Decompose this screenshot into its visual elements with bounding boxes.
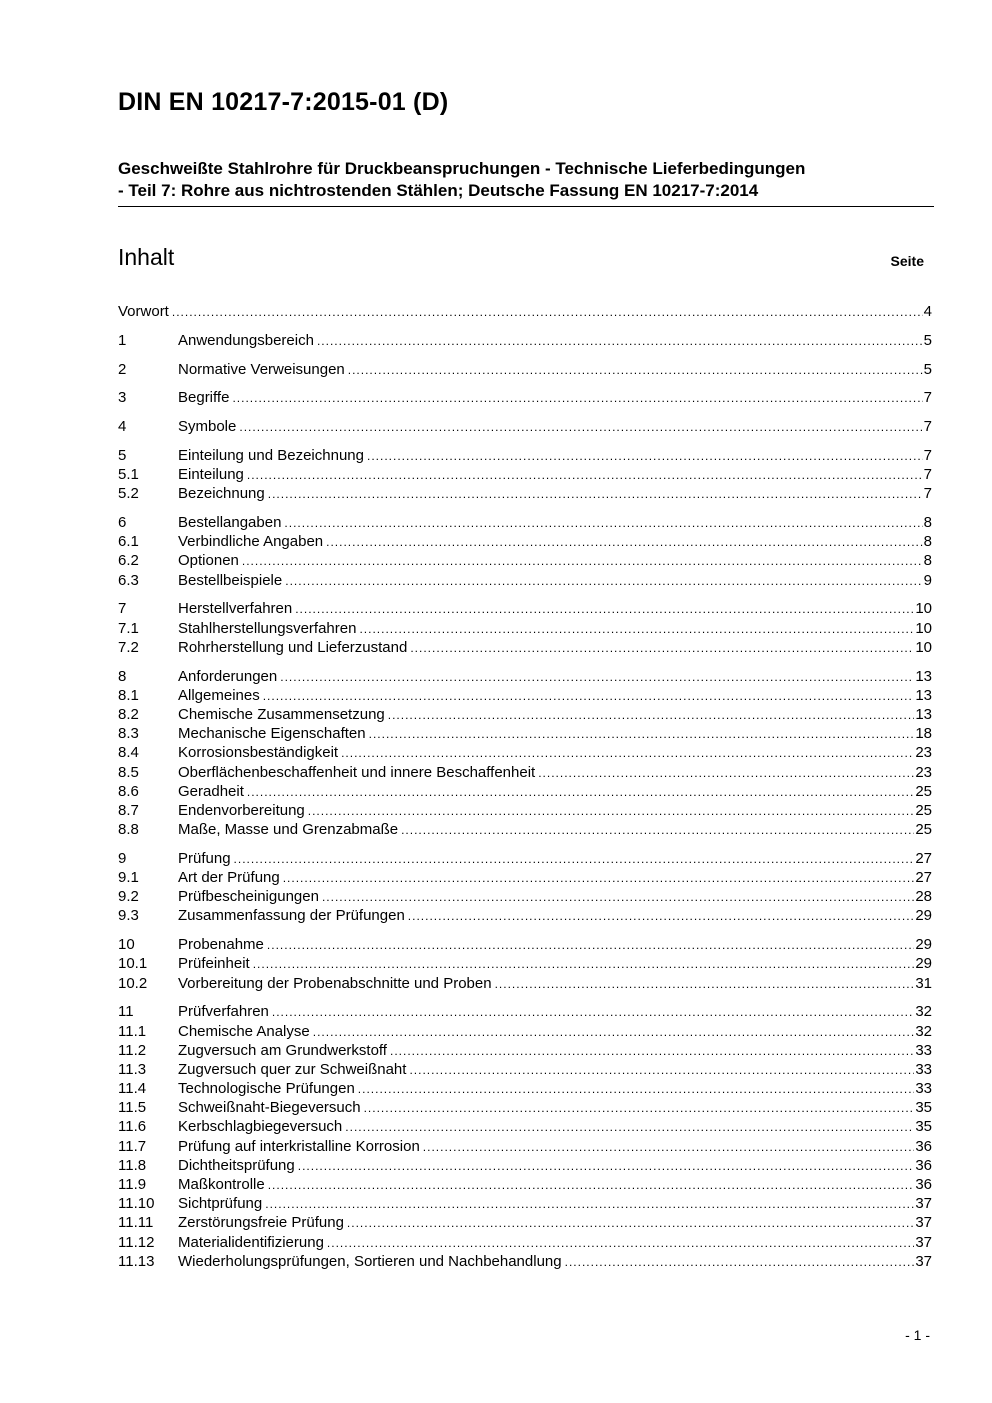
toc-entry-title: Dichtheitsprüfung [178, 1156, 295, 1174]
toc-entry[interactable] [118, 1175, 932, 1194]
toc-entry-title: Verbindliche Angaben [178, 533, 324, 551]
toc-entry-title: Zugversuch am Grundwerkstoff [178, 1041, 387, 1059]
toc-entry-title: Herstellverfahren [178, 600, 293, 618]
toc-dot-leader [313, 1023, 915, 1042]
toc-dot-leader [247, 466, 923, 485]
toc-entry-title: Anwendungsbereich [178, 331, 314, 349]
toc-entry[interactable] [118, 417, 932, 436]
toc-dot-leader [408, 907, 915, 926]
toc-entry-page: 7 [923, 485, 932, 503]
toc-entry-number: 6.2 [118, 552, 139, 570]
toc-entry-number: 9 [118, 849, 127, 867]
toc-entry-title: Optionen [178, 552, 239, 570]
toc-dot-leader [285, 572, 922, 591]
toc-dot-leader [347, 1214, 914, 1233]
toc-entry[interactable] [118, 1156, 932, 1175]
toc-entry-number: 1 [118, 331, 127, 349]
toc-entry[interactable] [118, 484, 932, 503]
toc-entry-title: Begriffe [178, 389, 230, 407]
toc-entry-title: Rohrherstellung und Lieferzustand [178, 638, 408, 656]
toc-dot-leader [341, 744, 914, 763]
toc-entry-title: Oberflächenbeschaffenheit und innere Beschaffenheit [178, 763, 536, 781]
toc-entry[interactable] [118, 887, 932, 906]
toc-entry-page: 13 [915, 705, 932, 723]
toc-entry[interactable] [118, 551, 932, 570]
toc-entry-title: Symbole [178, 418, 237, 436]
toc-entry-page: 25 [915, 821, 932, 839]
toc-entry[interactable] [118, 302, 932, 321]
toc-entry-number: 6.1 [118, 533, 139, 551]
toc-dot-leader [295, 600, 914, 619]
toc-entry-page: 27 [915, 869, 932, 887]
toc-entry-page: 7 [923, 446, 932, 464]
toc-entry-page: 10 [915, 619, 932, 637]
toc-dot-leader [409, 1061, 914, 1080]
toc-entry-page: 37 [915, 1195, 932, 1213]
toc-dot-leader [358, 1080, 915, 1099]
toc-entry-number: 8.5 [118, 763, 139, 781]
toc-dot-leader [263, 687, 915, 706]
toc-dot-leader [284, 514, 922, 533]
footer-page-number: - 1 - [905, 1327, 930, 1343]
toc-dot-leader [369, 725, 915, 744]
toc-entry-page: 8 [923, 533, 932, 551]
toc-entry[interactable] [118, 868, 932, 887]
toc-entry[interactable] [118, 599, 932, 618]
toc-dot-leader [390, 1042, 914, 1061]
toc-entry-page: 32 [915, 1022, 932, 1040]
toc-entry-page: 13 [915, 686, 932, 704]
toc-entry-page: 36 [915, 1176, 932, 1194]
toc-entry-number: 8.7 [118, 801, 139, 819]
toc-entry-title: Vorbereitung der Probenabschnitte und Proben [178, 974, 492, 992]
toc-entry[interactable] [118, 1079, 932, 1098]
toc-entry-title: Stahlherstellungsverfahren [178, 619, 357, 637]
toc-dot-leader [283, 869, 915, 888]
toc-entry[interactable] [118, 388, 932, 407]
toc-entry-number: 11.4 [118, 1080, 147, 1098]
toc-entry-page: 31 [915, 974, 932, 992]
toc-entry-page: 10 [915, 638, 932, 656]
toc-dot-leader [172, 303, 923, 322]
toc-entry-number: 11 [118, 1003, 134, 1021]
toc-entry-title: Normative Verweisungen [178, 360, 345, 378]
toc-entry-page: 7 [923, 389, 932, 407]
toc-entry-page: 29 [915, 955, 932, 973]
toc-entry-number: 11.13 [118, 1252, 155, 1270]
toc-entry[interactable] [118, 1194, 932, 1213]
toc-entry-number: 6.3 [118, 571, 139, 589]
toc-entry[interactable] [118, 1137, 932, 1156]
toc-entry[interactable] [118, 619, 932, 638]
toc-entry-page: 27 [915, 849, 932, 867]
toc-entry[interactable] [118, 1022, 932, 1041]
toc-entry-title: Prüfbescheinigungen [178, 888, 319, 906]
toc-dot-leader [410, 639, 914, 658]
toc-entry-page: 7 [923, 466, 932, 484]
toc-entry-title: Geradheit [178, 782, 244, 800]
toc-dot-leader [326, 533, 923, 552]
toc-entry-page: 23 [915, 763, 932, 781]
toc-entry-title: Wiederholungsprüfungen, Sortieren und Nachbehandlung [178, 1252, 562, 1270]
toc-entry-number: 6 [118, 514, 127, 532]
toc-dot-leader [242, 552, 923, 571]
toc-heading: Inhalt [118, 244, 175, 270]
toc-entry-title: Einteilung [178, 466, 244, 484]
toc-entry-number: 11.12 [118, 1233, 155, 1251]
toc-entry-page: 35 [915, 1099, 932, 1117]
toc-entry[interactable] [118, 820, 932, 839]
toc-entry[interactable] [118, 1213, 932, 1232]
toc-entry-number: 8.8 [118, 821, 139, 839]
toc-entry[interactable] [118, 801, 932, 820]
toc-entry-title: Vorwort [118, 303, 169, 320]
toc-entry-title: Kerbschlagbiegeversuch [178, 1118, 343, 1136]
toc-entry-page: 9 [923, 571, 932, 589]
subtitle-divider [118, 206, 934, 207]
toc-entry-title: Materialidentifizierung [178, 1233, 324, 1251]
toc-entry-number: 11.11 [118, 1214, 154, 1232]
toc-entry-number: 11.9 [118, 1176, 147, 1194]
toc-dot-leader [234, 850, 915, 869]
toc-entry[interactable] [118, 446, 932, 465]
toc-entry-title: Technologische Prüfungen [178, 1080, 355, 1098]
subtitle-line-1: Geschweißte Stahlrohre für Druckbeanspruchungen - Technische Lieferbedingungen [118, 159, 806, 178]
toc-entry-title: Bestellbeispiele [178, 571, 283, 589]
toc-entry-number: 11.8 [118, 1156, 147, 1174]
toc-entry-title: Chemische Analyse [178, 1022, 310, 1040]
toc-page-column-label: Seite [890, 253, 924, 269]
toc-entry-title: Schweißnaht-Biegeversuch [178, 1099, 361, 1117]
toc-entry-number: 8.3 [118, 725, 139, 743]
toc-entry-number: 11.6 [118, 1118, 147, 1136]
toc-entry-number: 5 [118, 446, 127, 464]
toc-entry[interactable] [118, 667, 932, 686]
toc-entry-page: 36 [915, 1156, 932, 1174]
toc-entry-title: Einteilung und Bezeichnung [178, 446, 364, 464]
toc-entry[interactable] [118, 686, 932, 705]
toc-entry-page: 18 [915, 725, 932, 743]
toc-entry-number: 10.1 [118, 955, 148, 973]
toc-entry-number: 8.2 [118, 705, 139, 723]
toc-entry-number: 11.5 [118, 1099, 147, 1117]
toc-entry-number: 7.2 [118, 638, 139, 656]
toc-entry[interactable] [118, 1233, 932, 1252]
toc-dot-leader [265, 1195, 914, 1214]
toc-entry[interactable] [118, 465, 932, 484]
toc-entry-page: 36 [915, 1137, 932, 1155]
toc-entry-title: Maßkontrolle [178, 1176, 265, 1194]
toc-entry-page: 37 [915, 1233, 932, 1251]
toc-entry-title: Bezeichnung [178, 485, 265, 503]
toc-entry[interactable] [118, 743, 932, 762]
toc-entry[interactable] [118, 935, 932, 954]
toc-entry-title: Mechanische Eigenschaften [178, 725, 366, 743]
toc-entry-page: 33 [915, 1080, 932, 1098]
toc-dot-leader [322, 888, 914, 907]
toc-dot-leader [247, 783, 914, 802]
toc-dot-leader [308, 802, 915, 821]
toc-dot-leader [495, 975, 915, 994]
toc-entry-title: Art der Prüfung [178, 869, 280, 887]
toc-entry[interactable] [118, 849, 932, 868]
toc-entry[interactable] [118, 638, 932, 657]
toc-entry-title: Prüfverfahren [178, 1003, 269, 1021]
toc-dot-leader [268, 485, 923, 504]
toc-dot-leader [253, 955, 915, 974]
toc-dot-leader [388, 706, 915, 725]
toc-entry[interactable] [118, 571, 932, 590]
toc-entry-title: Maße, Masse und Grenzabmaße [178, 821, 399, 839]
toc-dot-leader [298, 1157, 915, 1176]
toc-entry-number: 10 [118, 936, 135, 954]
toc-entry-title: Anforderungen [178, 667, 278, 685]
toc-entry-page: 5 [923, 360, 932, 378]
toc-dot-leader [565, 1253, 915, 1272]
table-of-contents [118, 302, 932, 1271]
toc-entry[interactable] [118, 1060, 932, 1079]
toc-entry-page: 8 [923, 552, 932, 570]
toc-entry-number: 9.1 [118, 869, 139, 887]
toc-entry-title: Zugversuch quer zur Schweißnaht [178, 1060, 407, 1078]
toc-entry-page: 37 [915, 1214, 932, 1232]
toc-entry[interactable] [118, 954, 932, 973]
toc-entry-title: Probenahme [178, 936, 264, 954]
toc-entry-page: 33 [915, 1060, 932, 1078]
toc-entry-page: 7 [923, 418, 932, 436]
toc-entry-number: 8.4 [118, 744, 139, 762]
toc-entry-number: 11.3 [118, 1060, 147, 1078]
toc-dot-leader [367, 447, 923, 466]
toc-entry-number: 9.2 [118, 888, 139, 906]
toc-dot-leader [268, 1176, 915, 1195]
toc-entry-title: Chemische Zusammensetzung [178, 705, 385, 723]
toc-dot-leader [232, 389, 922, 408]
toc-entry[interactable] [118, 1252, 932, 1271]
toc-entry-page: 4 [923, 303, 932, 320]
toc-entry[interactable] [118, 1117, 932, 1136]
toc-dot-leader [348, 361, 923, 380]
toc-entry-page: 32 [915, 1003, 932, 1021]
toc-entry-page: 29 [915, 907, 932, 925]
toc-entry-title: Prüfung auf interkristalline Korrosion [178, 1137, 420, 1155]
toc-entry-page: 37 [915, 1252, 932, 1270]
toc-entry-title: Endenvorbereitung [178, 801, 305, 819]
toc-dot-leader [267, 936, 914, 955]
toc-entry-number: 5.1 [118, 466, 139, 484]
toc-entry[interactable] [118, 532, 932, 551]
toc-entry-number: 3 [118, 389, 127, 407]
toc-dot-leader [423, 1138, 915, 1157]
toc-entry-number: 9.3 [118, 907, 139, 925]
toc-dot-leader [364, 1099, 915, 1118]
toc-entry-number: 7 [118, 600, 127, 618]
toc-dot-leader [272, 1003, 914, 1022]
toc-entry-number: 11.2 [118, 1041, 147, 1059]
toc-dot-leader [538, 764, 914, 783]
toc-dot-leader [239, 418, 922, 437]
toc-entry-number: 5.2 [118, 485, 139, 503]
toc-entry[interactable] [118, 513, 932, 532]
toc-entry-title: Sichtprüfung [178, 1195, 263, 1213]
toc-entry-page: 13 [915, 667, 932, 685]
document-title: DIN EN 10217-7:2015-01 (D) [118, 88, 449, 116]
toc-entry-page: 29 [915, 936, 932, 954]
toc-dot-leader [317, 332, 923, 351]
toc-entry-page: 25 [915, 801, 932, 819]
toc-entry[interactable] [118, 763, 932, 782]
toc-entry-page: 28 [915, 888, 932, 906]
toc-entry[interactable] [118, 360, 932, 379]
toc-entry-page: 23 [915, 744, 932, 762]
toc-entry[interactable] [118, 1002, 932, 1021]
toc-entry-page: 8 [923, 514, 932, 532]
toc-entry[interactable] [118, 974, 932, 993]
toc-entry-title: Zusammenfassung der Prüfungen [178, 907, 405, 925]
toc-entry-title: Bestellangaben [178, 514, 282, 532]
toc-entry-page: 35 [915, 1118, 932, 1136]
toc-entry-page: 33 [915, 1041, 932, 1059]
toc-dot-leader [401, 821, 914, 840]
toc-entry[interactable] [118, 705, 932, 724]
toc-entry-page: 25 [915, 782, 932, 800]
subtitle-line-2: - Teil 7: Rohre aus nichtrostenden Stählen; Deutsche Fassung EN 10217-7:2014 [118, 181, 759, 200]
toc-entry[interactable] [118, 1098, 932, 1117]
toc-entry[interactable] [118, 331, 932, 350]
toc-entry-title: Korrosionsbeständigkeit [178, 744, 339, 762]
toc-entry-number: 2 [118, 360, 127, 378]
toc-entry-title: Zerstörungsfreie Prüfung [178, 1214, 344, 1232]
toc-entry-number: 8 [118, 667, 127, 685]
toc-entry-page: 10 [915, 600, 932, 618]
toc-entry-number: 11.7 [118, 1137, 147, 1155]
toc-dot-leader [345, 1118, 914, 1137]
toc-entry[interactable] [118, 906, 932, 925]
toc-entry[interactable] [118, 724, 932, 743]
toc-dot-leader [280, 668, 914, 687]
toc-entry-page: 5 [923, 331, 932, 349]
toc-dot-leader [359, 620, 914, 639]
toc-entry-number: 10.2 [118, 974, 148, 992]
toc-entry-number: 8.1 [118, 686, 139, 704]
toc-entry-number: 8.6 [118, 782, 139, 800]
toc-entry[interactable] [118, 782, 932, 801]
toc-entry-number: 11.1 [118, 1022, 147, 1040]
toc-entry-number: 4 [118, 418, 127, 436]
toc-entry[interactable] [118, 1041, 932, 1060]
toc-entry-title: Prüfeinheit [178, 955, 250, 973]
toc-entry-number: 11.10 [118, 1195, 155, 1213]
toc-entry-title: Prüfung [178, 849, 231, 867]
toc-dot-leader [327, 1234, 914, 1253]
toc-entry-title: Allgemeines [178, 686, 260, 704]
toc-entry-number: 7.1 [118, 619, 139, 637]
document-subtitle [118, 158, 934, 202]
